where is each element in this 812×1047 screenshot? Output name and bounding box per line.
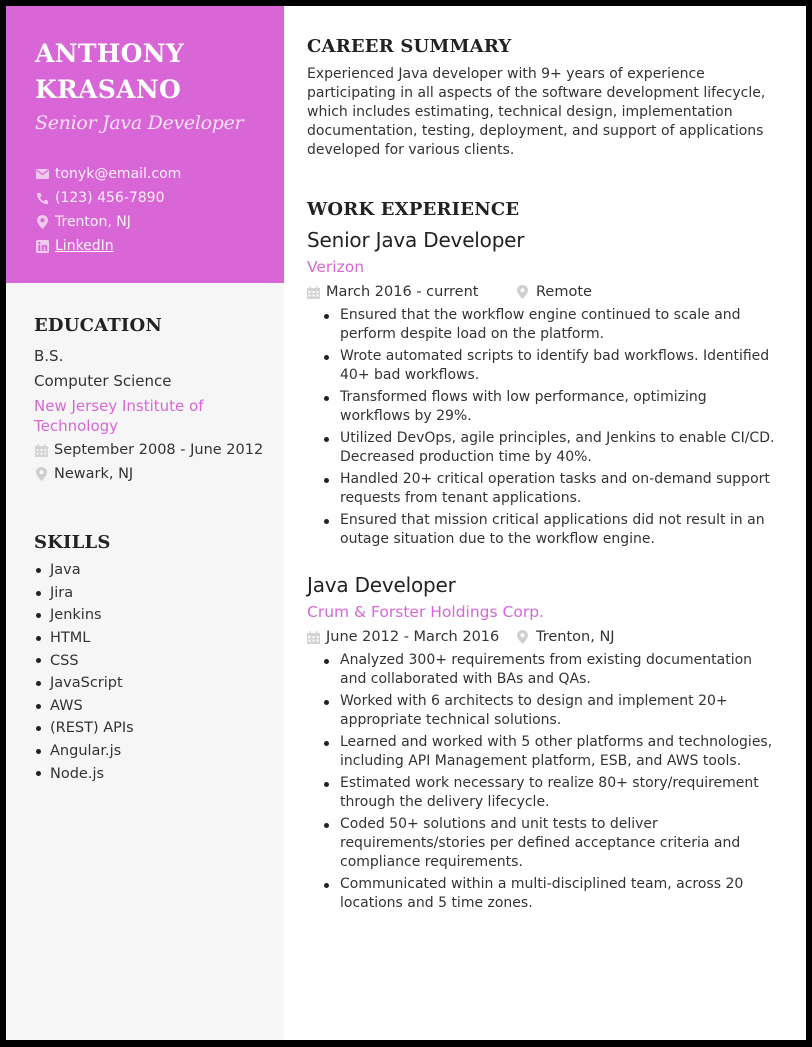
skill-item: (REST) APIs	[34, 717, 284, 740]
job-dates-text: March 2016 - current	[326, 284, 479, 300]
phone-icon	[35, 191, 49, 205]
main-content	[284, 6, 807, 1040]
location-pin-icon	[517, 630, 531, 644]
education-dates	[34, 438, 284, 462]
skill-item: Node.js	[34, 762, 284, 785]
location-text: Trenton, NJ	[55, 214, 131, 230]
bullet-item: Ensured that the workflow engine continued to scale and perform despite load on the platform.	[340, 306, 775, 344]
location-pin-icon	[35, 215, 49, 229]
bullet-item: Coded 50+ solutions and unit tests to deliver requirements/stories per defined acceptance criteria and compliance requirements.	[340, 815, 775, 872]
calendar-icon	[34, 443, 48, 457]
work-experience-heading: WORK EXPERIENCE	[307, 199, 520, 220]
skills-heading: SKILLS	[34, 532, 111, 553]
skill-item: CSS	[34, 649, 284, 672]
bullet-item: Handled 20+ critical operation tasks and on-demand support requests from tenant applications.	[340, 470, 775, 508]
company-name: Verizon	[307, 258, 365, 276]
name-first: ANTHONY	[35, 39, 185, 68]
job-dates	[307, 629, 517, 645]
job-entry	[307, 573, 777, 913]
skill-item: AWS	[34, 695, 284, 718]
skills-list	[34, 559, 284, 785]
career-summary-section	[307, 36, 777, 160]
education-section	[6, 315, 284, 486]
contact-email[interactable]	[35, 162, 284, 186]
career-summary-heading: CAREER SUMMARY	[307, 36, 512, 57]
career-summary-text: Experienced Java developer with 9+ years of experience participating in all aspects of the software development lifecycle, which includes estimating, technical design, implementation documentation, testing, deployment, and support of applications developed for various clients.	[307, 66, 766, 158]
skill-item: Jenkins	[34, 604, 284, 627]
linkedin-icon	[35, 239, 49, 253]
envelope-icon	[35, 167, 49, 181]
job-location-text: Remote	[536, 284, 592, 300]
job-meta	[307, 282, 777, 302]
location-pin-icon	[517, 285, 531, 299]
job-location-text: Trenton, NJ	[536, 629, 615, 645]
skill-item: JavaScript	[34, 672, 284, 695]
calendar-icon	[307, 630, 321, 644]
education-location	[34, 462, 284, 486]
job-location	[517, 284, 592, 300]
calendar-icon	[307, 285, 321, 299]
contact-location	[35, 210, 284, 234]
job-meta	[307, 627, 777, 647]
sidebar	[6, 6, 284, 1040]
education-dates-text: September 2008 - June 2012	[54, 442, 264, 458]
job-entry	[307, 228, 777, 549]
work-experience-section	[307, 199, 777, 913]
name-last: KRASANO	[35, 75, 182, 104]
bullet-item: Analyzed 300+ requirements from existing documentation and collaborated with BAs and QAs.	[340, 651, 775, 689]
skill-item: Java	[34, 559, 284, 582]
contact-phone[interactable]	[35, 186, 284, 210]
bullet-item: Communicated within a multi-disciplined team, across 20 locations and 5 time zones.	[340, 875, 775, 913]
bullet-item: Utilized DevOps, agile principles, and Jenkins to enable CI/CD. Decreased production time by 40%.	[340, 430, 775, 465]
bullet-item: Transformed flows with low performance, optimizing workflows by 29%.	[340, 388, 775, 426]
skill-item: Angular.js	[34, 740, 284, 763]
education-location-text: Newark, NJ	[54, 466, 134, 482]
location-pin-icon	[34, 467, 48, 481]
job-dates-text: June 2012 - March 2016	[326, 629, 500, 645]
contact-linkedin[interactable]	[35, 234, 284, 258]
candidate-name	[35, 36, 284, 108]
job-location	[517, 629, 615, 645]
bullet-item: Wrote automated scripts to identify bad workflows. Identified 40+ bad workflows.	[340, 347, 775, 385]
bullet-item: Estimated work necessary to realize 80+ story/requirement through the delivery lifecycle.	[340, 774, 775, 812]
company-name: Crum & Forster Holdings Corp.	[307, 603, 544, 621]
job-dates	[307, 284, 517, 300]
job-bullets	[307, 306, 775, 549]
candidate-title: Senior Java Developer	[35, 112, 244, 134]
job-title: Java Developer	[307, 573, 456, 597]
job-bullets	[307, 651, 775, 913]
bullet-item: Ensured that mission critical applications did not result in an outage situation due to the workflow engine.	[340, 511, 775, 549]
skills-section	[6, 532, 284, 785]
skill-item: Jira	[34, 582, 284, 605]
degree: B.S.	[34, 347, 64, 365]
contact-list	[35, 162, 284, 258]
resume-page	[6, 6, 806, 1040]
job-title: Senior Java Developer	[307, 228, 525, 252]
bullet-item: Worked with 6 architects to design and implement 20+ appropriate technical solutions.	[340, 692, 775, 730]
profile-header	[6, 6, 284, 283]
school-name: New Jersey Institute of Technology	[34, 397, 204, 435]
skill-item: HTML	[34, 627, 284, 650]
education-heading: EDUCATION	[34, 315, 163, 336]
field-of-study: Computer Science	[34, 372, 172, 390]
phone-text: (123) 456-7890	[55, 190, 165, 206]
linkedin-link[interactable]: LinkedIn	[55, 238, 114, 254]
email-text: tonyk@email.com	[55, 166, 182, 182]
bullet-item: Learned and worked with 5 other platforms and technologies, including API Management platform, ESB, and AWS tools.	[340, 733, 775, 771]
